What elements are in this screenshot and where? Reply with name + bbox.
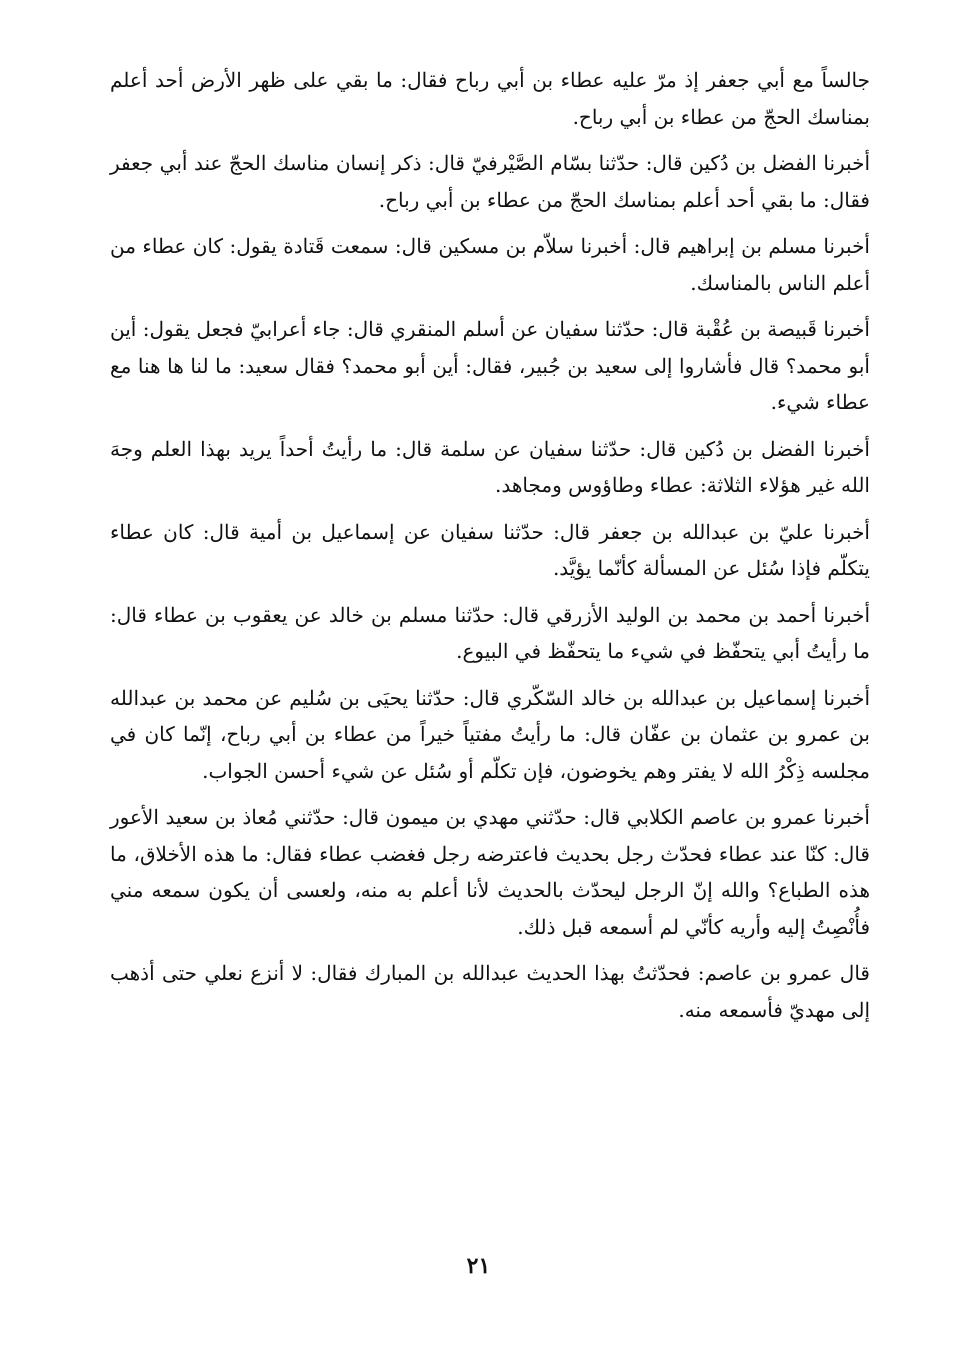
paragraph: أخبرنا مسلم بن إبراهيم قال: أخبرنا سلاّم بن مسكين قال: سمعت قَتادة يقول: كان عطاء من أعلم الناس بالمناسك.: [110, 234, 870, 295]
paragraph: أخبرنا عليّ بن عبدالله بن جعفر قال: حدّثنا سفيان عن إسماعيل بن أمية قال: كان عطاء يتكلّم فإذا سُئل عن المسألة كأنّما يؤيَّد.: [110, 519, 870, 580]
paragraph: أخبرنا عمرو بن عاصم الكلابي قال: حدّثني مهدي بن ميمون قال: حدّثني مُعاذ بن سعيد الأعور قال: كنّا عند عطاء فحدّث رجل بحديث فاعترضه رجل فغضب عطاء فقال: ما هذه الأخلاق، ما هذه الطباع؟ والله إنّ الرجل ليحدّث بالحديث لأنا أعلم به منه، ولعسى أن يكون سمعه مني فأُنْصِتُ إليه وأريه كأنّي لم أسمعه قبل ذلك.: [110, 805, 870, 939]
paragraph: جالساً مع أبي جعفر إذ مرّ عليه عطاء بن أبي رباح فقال: ما بقي على ظهر الأرض أحد أعلم بمناسك الحجّ من عطاء بن أبي رباح.: [110, 68, 870, 129]
paragraph: أخبرنا الفضل بن دُكين قال: حدّثنا بسّام الصَّيْرفيّ قال: ذكر إنسان مناسك الحجّ عند أبي جعفر فقال: ما بقي أحد أعلم بمناسك الحجّ من عطاء بن أبي رباح.: [110, 151, 870, 212]
page-body: [110, 62, 870, 1038]
paragraph: أخبرنا الفضل بن دُكين قال: حدّثنا سفيان عن سلمة قال: ما رأيتُ أحداً يريد بهذا العلم وجهَ الله غير هؤلاء الثلاثة: عطاء وطاؤوس ومجاهد.: [110, 436, 870, 497]
paragraph: أخبرنا إسماعيل بن عبدالله بن خالد السّكّري قال: حدّثنا يحيَى بن سُليم عن محمد بن عبدالله بن عمرو بن عثمان بن عفّان قال: ما رأيتُ مفتياً خيراً من عطاء بن أبي رباح، إنّما كان في مجلسه ذِكْرُ الله لا يفتر وهم يخوضون، فإن تكلّم أو سُئل عن شيء أحسن الجواب.: [110, 685, 870, 783]
paragraph: قال عمرو بن عاصم: فحدّثتُ بهذا الحديث عبدالله بن المبارك فقال: لا أنزع نعلي حتى أذهب إلى مهديّ فأسمعه منه.: [110, 961, 870, 1022]
page-number: ٢١: [466, 1253, 491, 1279]
paragraph: أخبرنا أحمد بن محمد بن الوليد الأزرقي قال: حدّثنا مسلم بن خالد عن يعقوب بن عطاء قال: ما رأيتُ أبي يتحفّظ في شيء ما يتحفّظ في البيوع.: [110, 602, 870, 663]
paragraph: أخبرنا قَبيصة بن عُقْبة قال: حدّثنا سفيان عن أسلم المنقري قال: جاء أعرابيّ فجعل يقول: أين أبو محمد؟ قال فأشاروا إلى سعيد بن جُبير، فقال: أين أبو محمد؟ فقال سعيد: ما لنا ها هنا مع عطاء شيء.: [110, 317, 870, 414]
